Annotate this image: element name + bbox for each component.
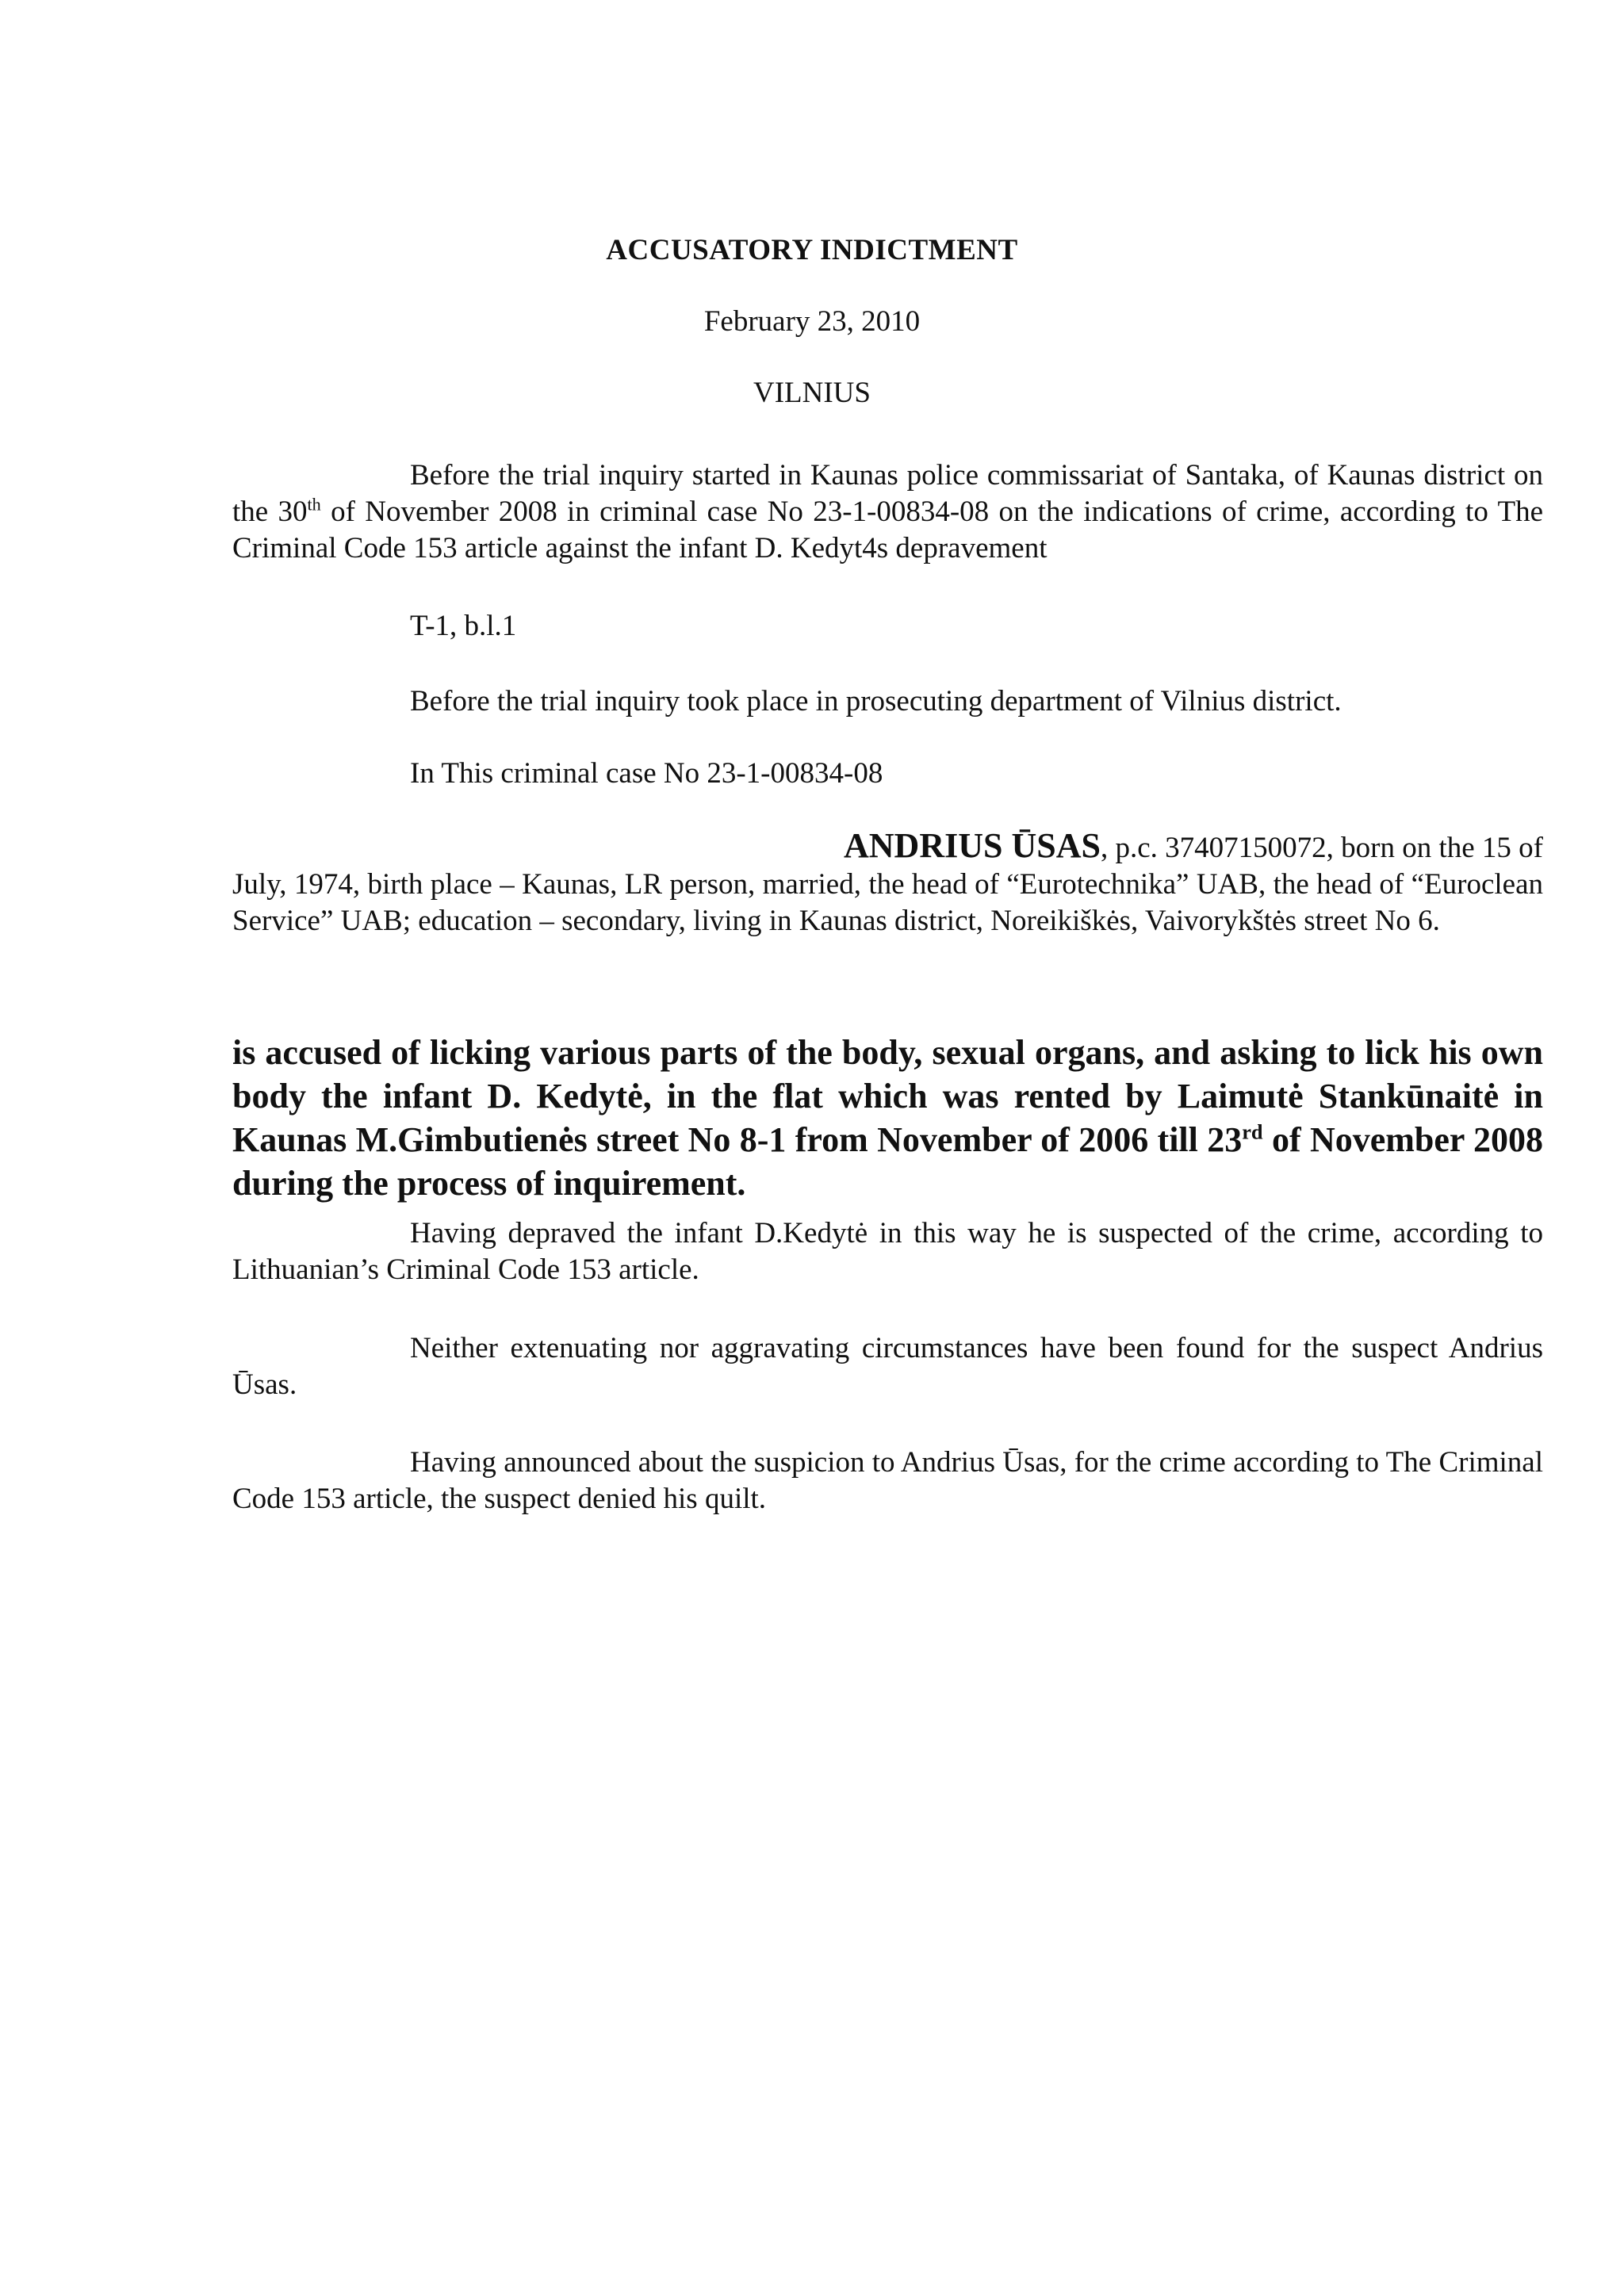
accused-name: ANDRIUS ŪSAS [844, 826, 1101, 865]
accused-lead-line [232, 828, 1543, 867]
paragraph-case-number: In This criminal case No 23-1-00834-08 [410, 757, 883, 790]
accusation-text: of November 2008 during the process of inquirement. [232, 1120, 1544, 1203]
document-city: VILNIUS [753, 377, 871, 409]
accused-details-text: July, 1974, birth place – Kaunas, LR person, married, the head of “Eurotechnika” UAB, the head of “Euroclean Service” UAB; education – secondary, living in Kaunas district, Noreikiškės, Vaivorykštės street No 6. [232, 868, 1543, 937]
accusation-text: is accused of licking various parts of the body, sexual organs, and asking to lick his own body the infant D. Kedytė, in the flat which was rented by Laimutė Stankūnaitė in Kaunas M.Gimbutienės street No 8-1 from November of 2006 till 23 [232, 1033, 1543, 1159]
ordinal-suffix: th [307, 494, 321, 515]
document-title: ACCUSATORY INDICTMENT [606, 234, 1018, 266]
paragraph-text: Before the trial inquiry started in Kaunas police commissariat of Santaka, of Kaunas district on the 30 [232, 459, 1543, 528]
accused-details-block [232, 828, 1543, 939]
case-reference: T-1, b.l.1 [410, 610, 517, 642]
paragraph-text: of November 2008 in criminal case No 23-1-00834-08 on the indications of crime, according to The Criminal Code 153 article against the infant D. Kedyt4s depravement [232, 496, 1543, 564]
ordinal-suffix: rd [1242, 1119, 1263, 1144]
paragraph-suspected-crime: Having depraved the infant D.Kedytė in this way he is suspected of the crime, according to Lithuanian’s Criminal Code 153 article. [232, 1217, 1543, 1286]
accusation-statement [232, 1031, 1543, 1205]
accused-lead-text: , p.c. 37407150072, born on the 15 of [1100, 832, 1543, 864]
paragraph-suspicion-announced: Having announced about the suspicion to Andrius Ūsas, for the crime according to The Criminal Code 153 article, the suspect denied his quilt. [232, 1446, 1543, 1515]
paragraph-trial-inquiry-start [232, 457, 1543, 567]
document-date: February 23, 2010 [703, 305, 921, 338]
paragraph-prosecuting-department: Before the trial inquiry took place in prosecuting department of Vilnius district. [410, 685, 1342, 718]
paragraph-circumstances: Neither extenuating nor aggravating circumstances have been found for the suspect Andrius Ūsas. [232, 1332, 1543, 1401]
